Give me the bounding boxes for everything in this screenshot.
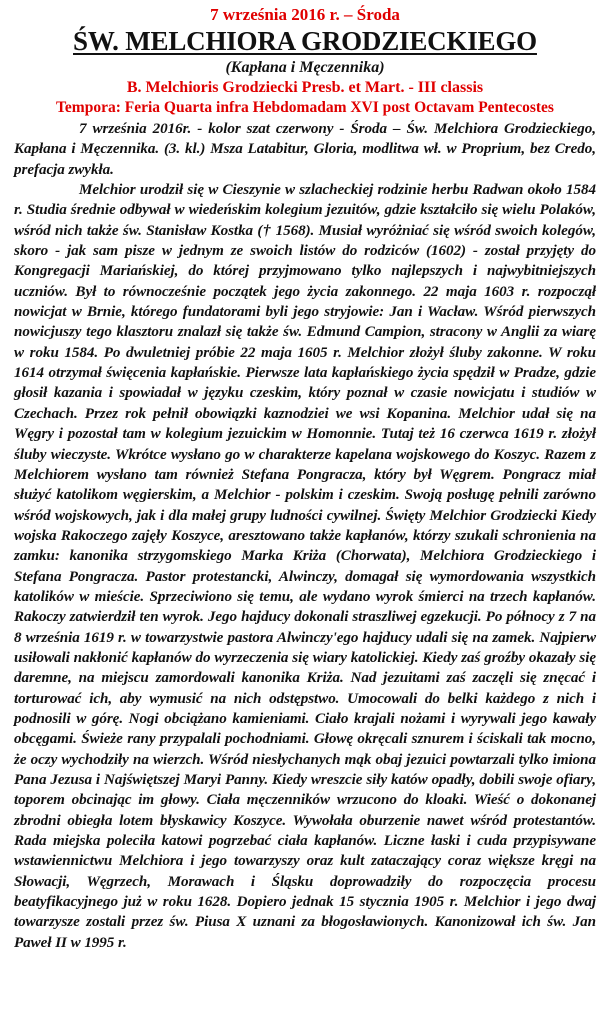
subtitle: (Kapłana i Męczennika) bbox=[225, 59, 385, 76]
tempora-line: Tempora: Feria Quarta infra Hebdomadam XVI post Octavam Pentecostes bbox=[56, 99, 554, 116]
document-page bbox=[14, 4, 596, 953]
date-line: 7 września 2016 r. – Środa bbox=[210, 5, 400, 24]
page-title: ŚW. MELCHIORA GRODZIECKIEGO bbox=[73, 26, 537, 56]
biography-paragraph: Melchior urodził się w Cieszynie w szlacheckiej rodzinie herbu Radwan około 1584 r. Studia średnie odbywał w wiedeńskim kolegium jezuitów, gdzie kształciło się wielu Polaków, wśród nich także św. Stanisław Kostka († 1568). Musiał wyróżniać się wśród swoich kolegów, skoro - jak sam pisze w jednym ze swoich listów do rodziców (1602) - został przyjęty do Kongregacji Mariańskiej, do której przyjmowano tylko najlepszych i najwybitniejszych uczniów. Był to równocześnie początek jego życia zakonnego. 22 maja 1603 r. rozpoczął nowicjat w Brnie, którego fundatorami byli jego stryjowie: Jan i Wacław. Wśród pierwszych nowicjuszy tego klasztoru znalazł się także św. Edmund Campion, stracony w Anglii za wiarę w roku 1584. Po dwuletniej próbie 22 maja 1605 r. Melchior złożył śluby zakonne. W roku 1614 otrzymał święcenia kapłańskie. Pierwsze lata kapłańskiego życia spędził w Pradze, gdzie głosił kazania i spowiadał w języku czeskim, który poznał w czasie nowicjatu i studiów w Czechach. Przez rok pełnił obowiązki kaznodziei we wsi Kopanina. Melchior udał się na Węgry i pozostał tam w kolegium jezuickim w Homonnie. Tutaj też 16 czerwca 1619 r. złożył śluby wieczyste. Wkrótce wysłano go w charakterze kapelana wojskowego do Koszyc. Razem z Melchiorem wysłano tam również Stefana Pongracza, który był Węgrem. Pongracz miał służyć katolikom węgierskim, a Melchior - polskim i czeskim. Swoją posługę pełnili zarówno wśród wojskowych, jak i dla małej grupy ludności cywilnej. Święty Melchior Grodziecki Kiedy wojska Rakoczego zajęły Koszyce, aresztowano także kapłanów, którzy szukali schronienia na zamku: kanonika strzygomskiego Marka Kriża (Chorwata), Melchiora Grodzieckiego i Stefana Pongracza. Pastor protestancki, Alwinczy, domagał się wymordowania wszystkich katolików w mieście. Sprzeciwiono się temu, ale wydano wyrok śmierci na trzech kapłanów. Rakoczy zatwierdził ten wyrok. Jego hajducy dokonali straszliwej egzekucji. Po północy z 7 na 8 września 1619 r. w towarzystwie pastora Alwinczy'ego hajducy udali się na zamek. Najpierw usiłowali nakłonić kapłanów do wyrzeczenia się wiary katolickiej. Kiedy zaś groźby okazały się daremne, na miejscu zamordowali kanonika Kriża. Nad jezuitami zaś zaczęli się znęcać i torturować ich, aby wymusić na nich odstępstwo. Umocowali do belki każdego z nich i podnosili w górę. Nogi obciążano kamieniami. Ciało krajali nożami i wyrywali jego kawały obcęgami. Świeże rany przypalali pochodniami. Głowę okręcali sznurem i ściskali tak mocno, że oczy wychodziły na wierzch. Wśród niesłychanych mąk obaj jezuici powtarzali tylko imiona Pana Jezusa i Najświętszej Maryi Panny. Kiedy wreszcie siły katów opadły, dobili swoje ofiary, toporem obcinając im głowy. Ciała męczenników wrzucono do kloaki. Wieść o dokonanej zbrodni obiegła lotem błyskawicy Koszyce. Wywołała oburzenie nawet wśród protestantów. Rada miejska poleciła katowi pogrzebać ciała kapłanów. Liczne łaski i cuda przypisywane wstawiennictwu Melchiora i jego towarzyszy oraz kult zataczający coraz większe kręgi na Słowacji, Węgrzech, Morawach i Śląsku doprowadziły do rozpoczęcia procesu beatyfikacyjnego już w roku 1628. Dopiero jednak 15 stycznia 1905 r. Melchior i jego dwaj towarzysze zostali przez św. Piusa X uznani za błogosławionych. Kanonizował ich św. Jan Paweł II w 1995 r. bbox=[14, 182, 596, 951]
latin-title: B. Melchioris Grodziecki Presb. et Mart. - III classis bbox=[126, 79, 484, 96]
intro-paragraph: 7 września 2016r. - kolor szat czerwony - Środa – Św. Melchiora Grodzieckiego, Kapłana i Męczennika. (3. kl.) Msza Latabitur, Gloria, modlitwa wł. w Proprium, bez Credo, prefacja zwykła. bbox=[14, 121, 596, 178]
